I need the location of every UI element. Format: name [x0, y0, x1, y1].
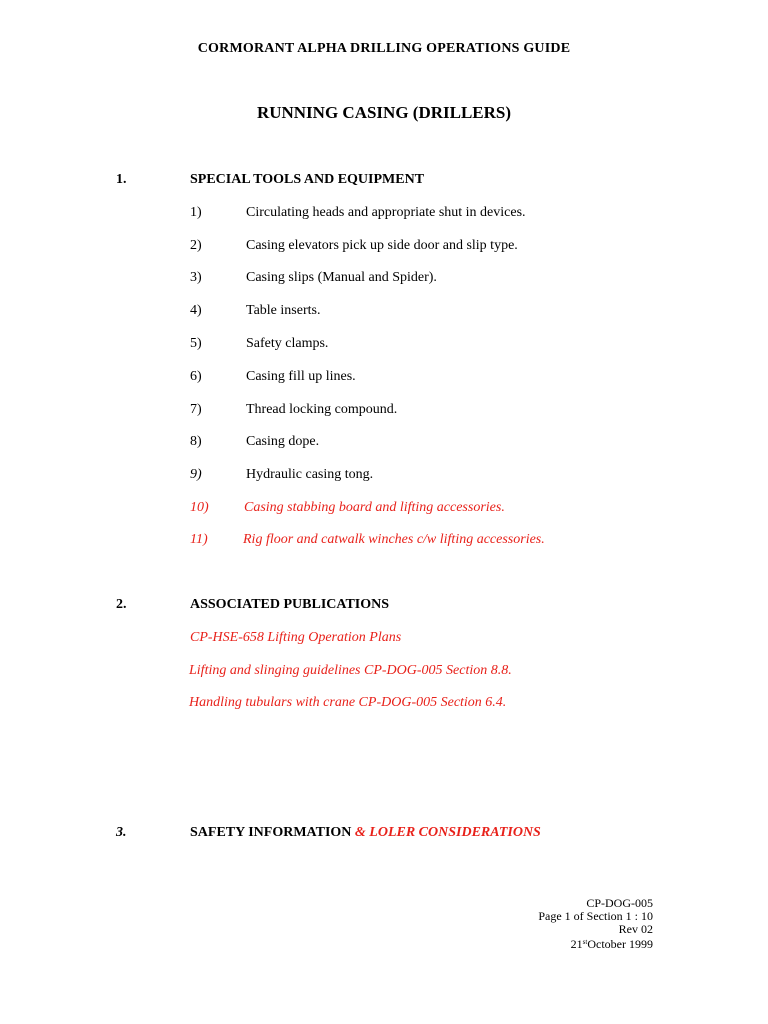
section-2-number: 2.	[116, 597, 127, 612]
section-3-heading-text: SAFETY INFORMATION	[190, 825, 352, 840]
tool-item-number: 4)	[190, 303, 202, 318]
tool-item-text: Casing elevators pick up side door and slip type.	[246, 238, 518, 253]
tool-item-number: 7)	[190, 402, 202, 417]
page-footer	[538, 897, 653, 951]
footer-page-number: Page 1 of Section 1 : 10	[538, 909, 653, 923]
footer-doc-ref: CP-DOG-005	[586, 896, 653, 910]
tool-item-number: 6)	[190, 369, 202, 384]
tool-item-text: Thread locking compound.	[246, 402, 398, 417]
footer-date-day: 21	[570, 937, 583, 951]
publication-reference: CP-HSE-658 Lifting Operation Plans	[190, 630, 402, 645]
tool-item-number: 3)	[190, 270, 202, 285]
tool-item-number: 2)	[190, 238, 202, 253]
footer-date	[538, 936, 653, 951]
footer-date-rest: October 1999	[587, 937, 653, 951]
guide-title: CORMORANT ALPHA DRILLING OPERATIONS GUIDE	[197, 41, 571, 56]
tool-item-text: Casing fill up lines.	[246, 369, 356, 384]
publication-reference: Handling tubulars with crane CP-DOG-005 Section 6.4.	[189, 695, 507, 710]
tool-item-number: 5)	[190, 336, 202, 351]
tool-item-number: 10)	[190, 500, 209, 515]
tool-item-text: Hydraulic casing tong.	[246, 467, 374, 482]
tool-item-number: 8)	[190, 434, 202, 449]
tool-item-number: 9)	[190, 467, 202, 482]
section-3-number: 3.	[116, 825, 127, 840]
section-3-heading-loler: & LOLER CONSIDERATIONS	[354, 825, 541, 840]
tool-item-text: Table inserts.	[246, 303, 321, 318]
section-3-heading	[190, 825, 541, 841]
tool-item-number: 1)	[190, 205, 202, 220]
footer-date-ordinal: st	[582, 938, 588, 946]
tool-item-text: Casing dope.	[246, 434, 320, 449]
document-title: RUNNING CASING (DRILLERS)	[256, 103, 512, 122]
section-1-number: 1.	[116, 172, 127, 187]
tool-item-text: Casing slips (Manual and Spider).	[246, 270, 437, 285]
tool-item-text: Casing stabbing board and lifting accessories.	[244, 500, 505, 515]
tool-item-text: Circulating heads and appropriate shut in devices.	[246, 205, 526, 220]
section-2-heading: ASSOCIATED PUBLICATIONS	[190, 597, 390, 612]
tool-item-text: Safety clamps.	[246, 336, 329, 351]
footer-revision: Rev 02	[618, 922, 653, 936]
publication-reference: Lifting and slinging guidelines CP-DOG-005 Section 8.8.	[189, 663, 512, 678]
tool-item-text: Rig floor and catwalk winches c/w lifting accessories.	[243, 532, 545, 547]
section-1-heading: SPECIAL TOOLS AND EQUIPMENT	[190, 172, 425, 187]
tool-item-number: 11)	[190, 532, 208, 547]
